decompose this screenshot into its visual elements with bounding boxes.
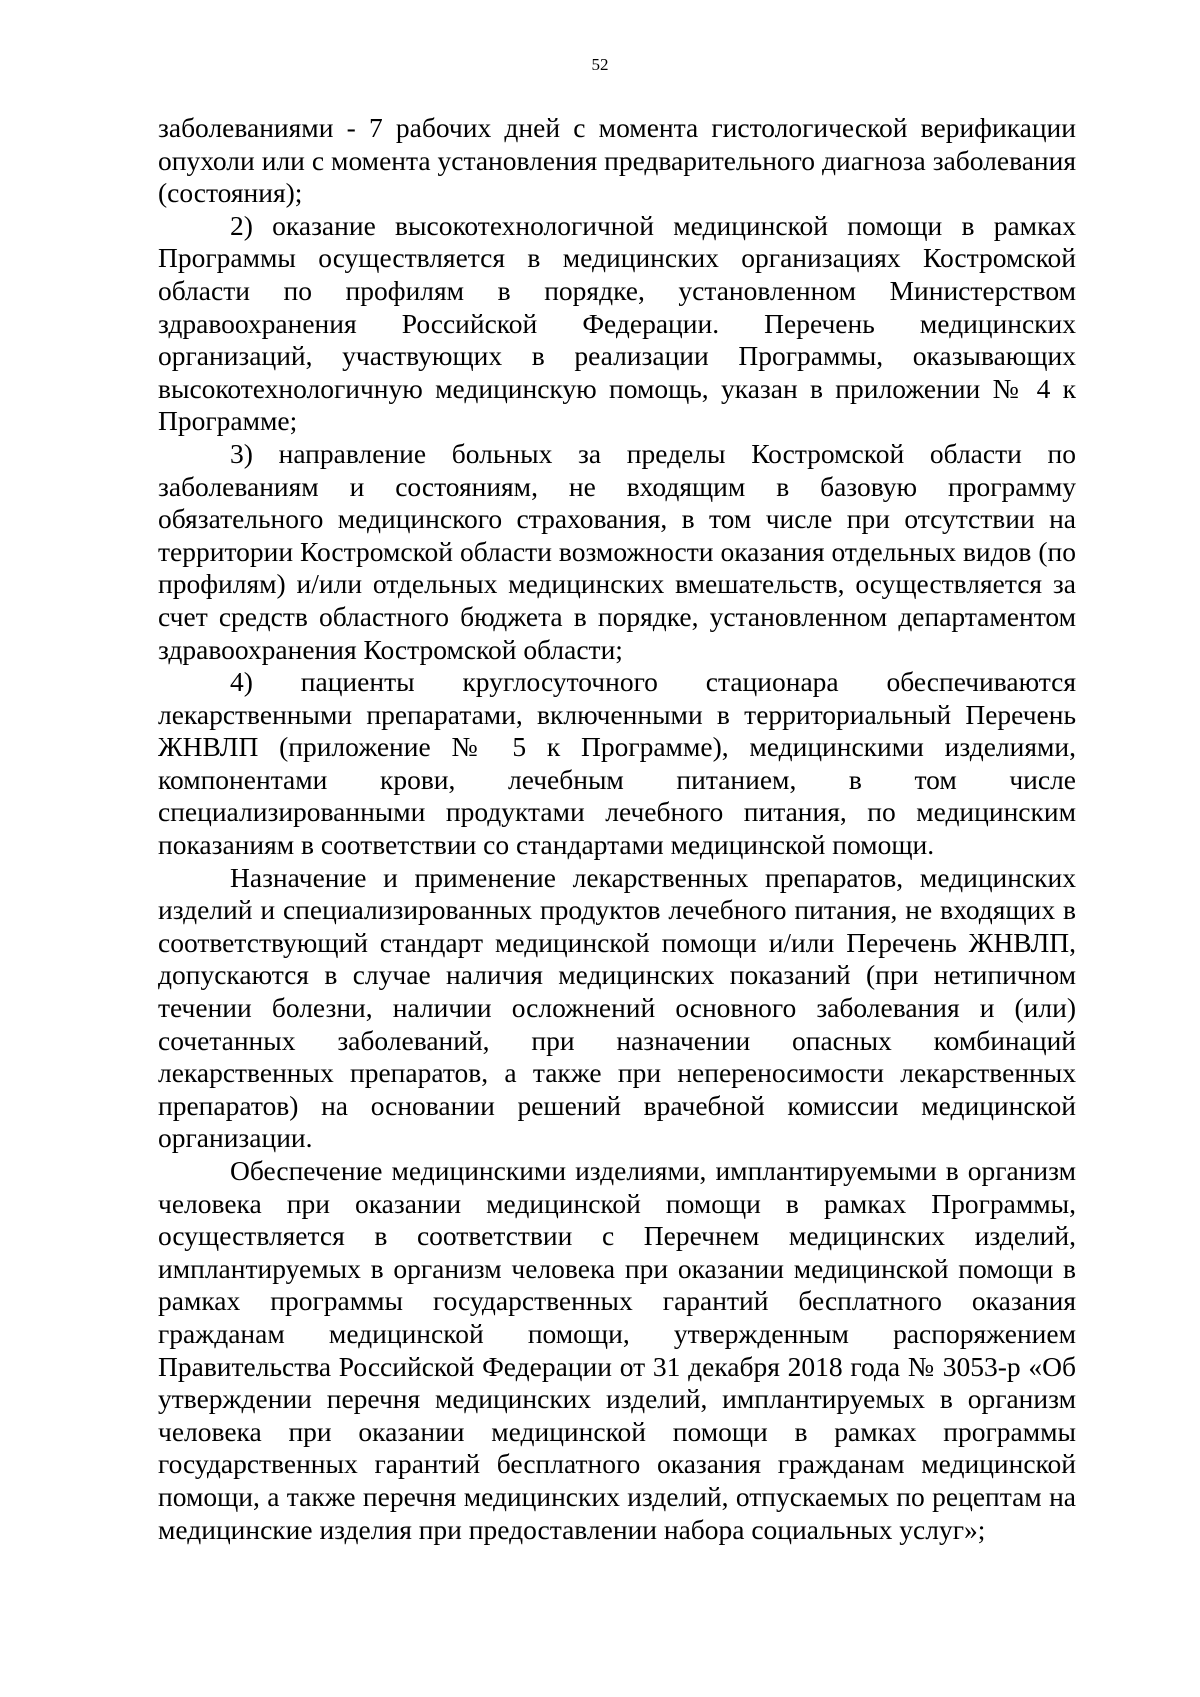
paragraph-implants: Обеспечение медицинскими изделиями, имплантируемыми в организм человека при оказании медицинской помощи в рамках Программы, осуществляется в соответствии с Перечнем медицинских изделий, имплантируемых в организм человека при оказании медицинской помощи в рамках программы государственных гарантий бесплатного оказания гражданам медицинской помощи, утвержденным распоряжением Правительства Российской Федерации от 31 декабря 2018 года № 3053-р «Об утверждении перечня медицинских изделий, имплантируемых в организм человека при оказании медицинской помощи в рамках программы государственных гарантий бесплатного оказания гражданам медицинской помощи, а также перечня медицинских изделий, отпускаемых по рецептам на медицинские изделия при предоставлении набора социальных услуг»; bbox=[158, 1155, 1076, 1545]
paragraph-item-4: 4) пациенты круглосуточного стационара обеспечиваются лекарственными препаратами, включенными в территориальный Перечень ЖНВЛП (приложение № 5 к Программе), медицинскими изделиями, компонентами крови, лечебным питанием, в том числе специализированными продуктами лечебного питания, по медицинским показаниям в соответствии со стандартами медицинской помощи. bbox=[158, 666, 1076, 861]
paragraph-item-2: 2) оказание высокотехнологичной медицинской помощи в рамках Программы осуществляется в медицинских организациях Костромской области по профилям в порядке, установленном Министерством здравоохранения Российской Федерации. Перечень медицинских организаций, участвующих в реализации Программы, оказывающих высокотехнологичную медицинскую помощь, указан в приложении № 4 к Программе; bbox=[158, 209, 1076, 437]
paragraph-prescription: Назначение и применение лекарственных препаратов, медицинских изделий и специализированных продуктов лечебного питания, не входящих в соответствующий стандарт медицинской помощи и/или Перечень ЖНВЛП, допускаются в случае наличия медицинских показаний (при нетипичном течении болезни, наличии осложнений основного заболевания и (или) сочетанных заболеваний, при назначении опасных комбинаций лекарственных препаратов, а также при непереносимости лекарственных препаратов) на основании решений врачебной комиссии медицинской организации. bbox=[158, 861, 1076, 1154]
page-number: 52 bbox=[591, 55, 609, 74]
paragraph-continuation: заболеваниями - 7 рабочих дней с момента гистологической верификации опухоли или с момента установления предварительного диагноза заболевания (состояния); bbox=[158, 112, 1076, 209]
document-body bbox=[158, 112, 1076, 1546]
paragraph-item-3: 3) направление больных за пределы Костромской области по заболеваниям и состояниям, не входящим в базовую программу обязательного медицинского страхования, в том числе при отсутствии на территории Костромской области возможности оказания отдельных видов (по профилям) и/или отдельных медицинских вмешательств, осуществляется за счет средств областного бюджета в порядке, установленном департаментом здравоохранения Костромской области; bbox=[158, 437, 1076, 665]
